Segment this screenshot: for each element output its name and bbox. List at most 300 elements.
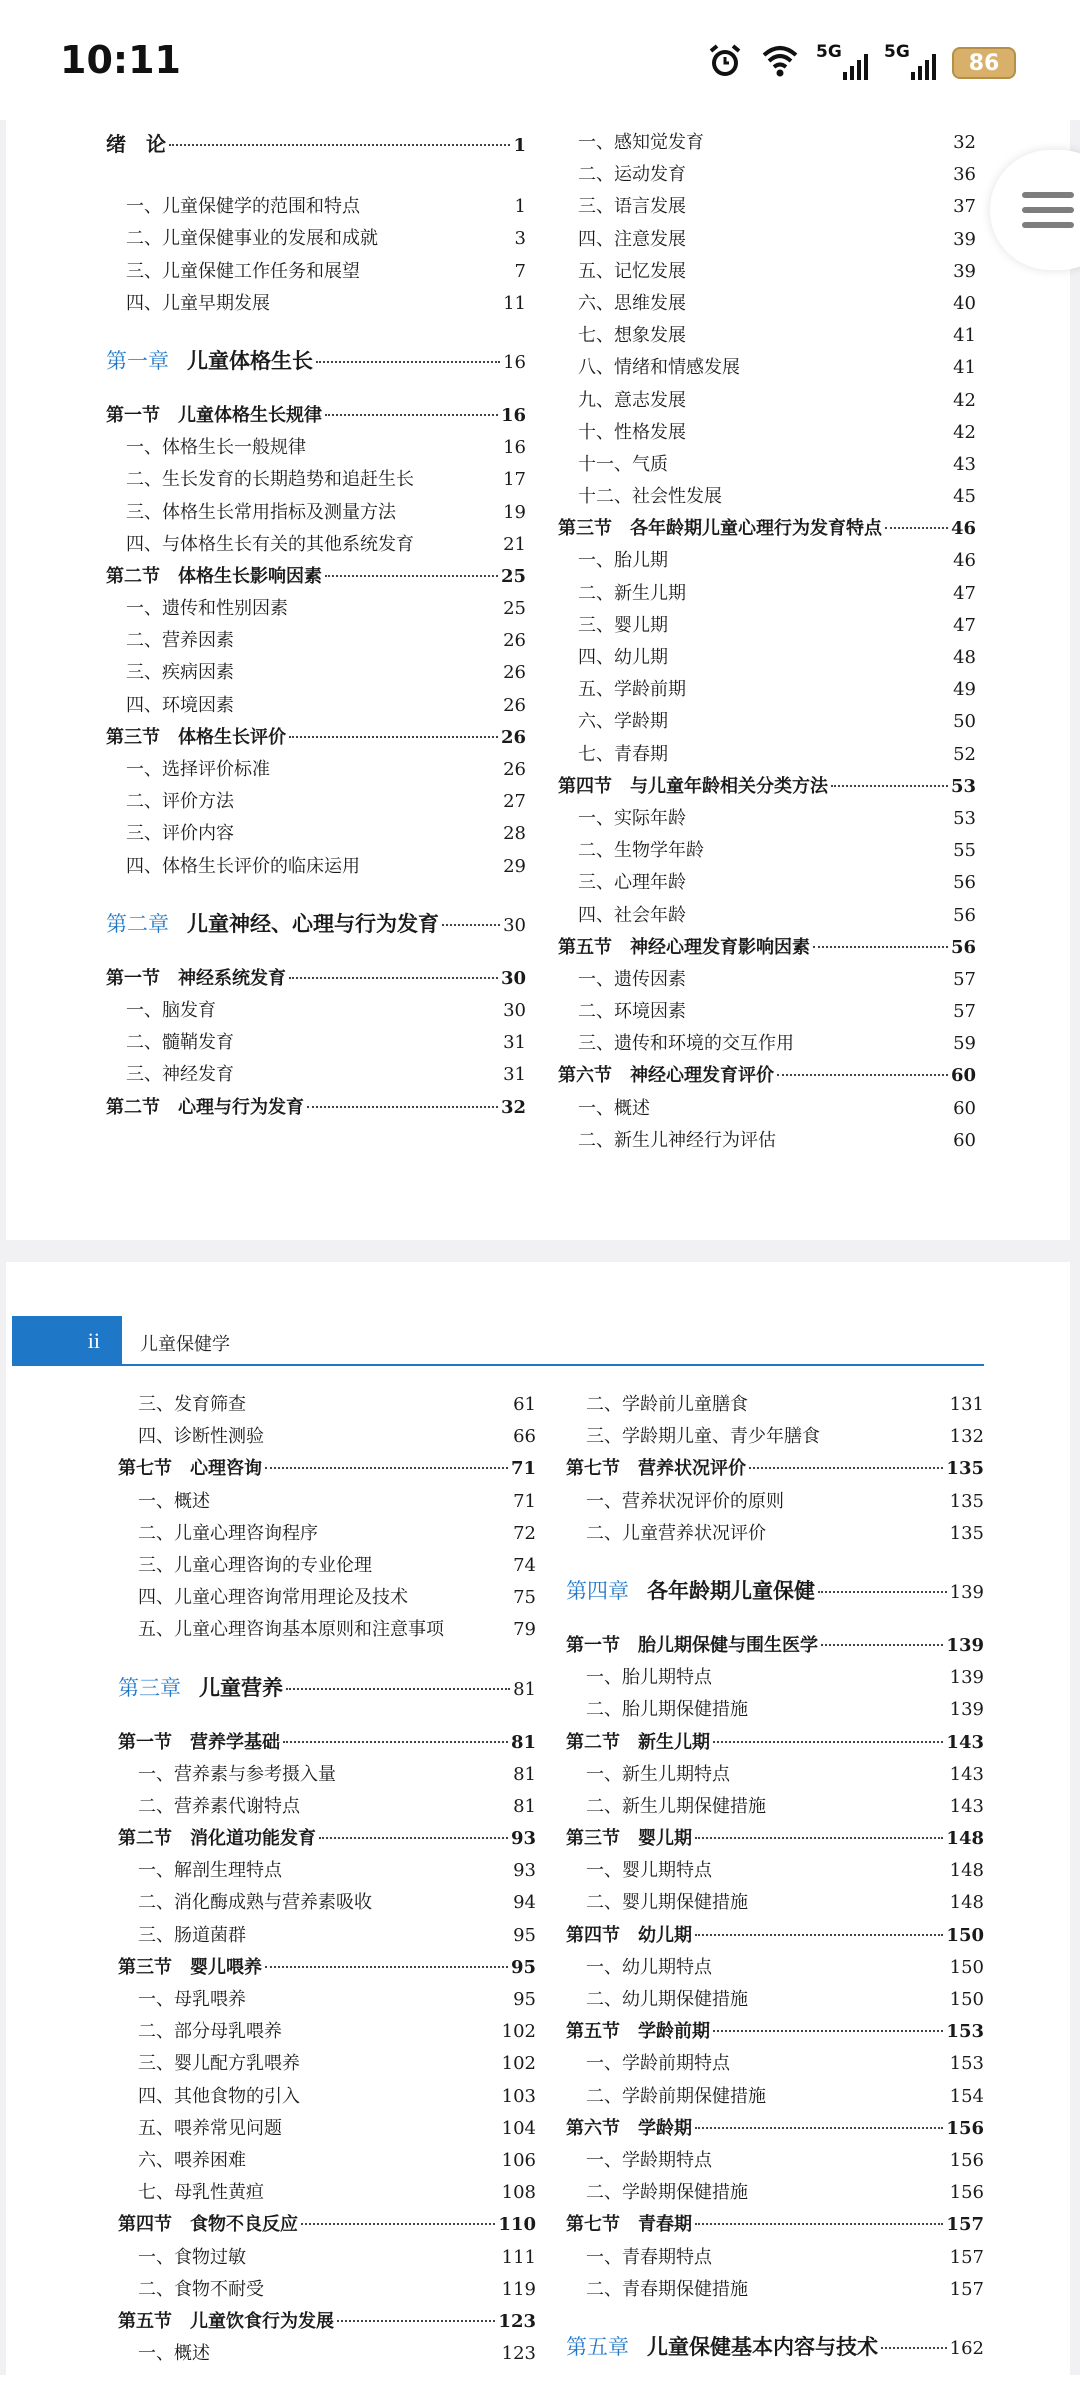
toc-entry bbox=[566, 2275, 984, 2307]
entry-title: 二、儿童保健事业的发展和成就 bbox=[126, 228, 378, 250]
status-time: 10:11 bbox=[60, 38, 181, 82]
entry-title: 十、性格发展 bbox=[578, 421, 686, 443]
toc-entry bbox=[118, 2275, 536, 2307]
entry-page-number: 45 bbox=[953, 486, 976, 508]
entry-title: 一、学龄期特点 bbox=[586, 2149, 712, 2171]
entry-page-number: 30 bbox=[500, 967, 526, 989]
entry-title: 一、营养状况评价的原则 bbox=[586, 1490, 784, 1512]
toc-entry bbox=[566, 2049, 984, 2081]
entry-title: 二、新生儿神经行为评估 bbox=[578, 1129, 776, 1151]
toc-entry bbox=[566, 1663, 984, 1695]
toc-entry bbox=[118, 1792, 536, 1824]
entry-page-number: 52 bbox=[953, 743, 976, 765]
toc-entry bbox=[566, 1695, 984, 1727]
entry-page-number: 111 bbox=[501, 2246, 536, 2268]
entry-title: 各年龄期儿童保健 bbox=[647, 1577, 815, 1603]
entry-page-number: 31 bbox=[503, 1032, 526, 1054]
toc-entry bbox=[558, 386, 976, 418]
entry-title: 一、食物过敏 bbox=[138, 2246, 246, 2268]
toc-entry bbox=[118, 1888, 536, 1920]
entry-title: 一、营养素与参考摄入量 bbox=[138, 1763, 336, 1785]
toc-page-2-right-column bbox=[566, 1390, 984, 2387]
toc-entry bbox=[118, 2339, 536, 2371]
entry-page-number: 139 bbox=[949, 1699, 984, 1721]
entry-title: 四、与体格生长有关的其他系统发育 bbox=[126, 533, 414, 555]
entry-page-number: 42 bbox=[953, 421, 976, 443]
toc-entry bbox=[106, 1028, 526, 1060]
toc-entry bbox=[106, 530, 526, 562]
entry-title: 二、生物学年龄 bbox=[578, 840, 704, 862]
entry-title: 第一节 胎儿期保健与围生医学 bbox=[566, 1634, 818, 1656]
entry-page-number: 1 bbox=[514, 196, 526, 218]
entry-page-number: 17 bbox=[503, 469, 526, 491]
entry-title: 六、喂养困难 bbox=[138, 2149, 246, 2171]
toc-entry bbox=[118, 2114, 536, 2146]
entry-title: 三、语言发展 bbox=[578, 196, 686, 218]
toc-section bbox=[118, 1454, 536, 1486]
entry-title: 第二节 新生儿期 bbox=[566, 1731, 710, 1753]
toc-entry bbox=[566, 1856, 984, 1888]
entry-title: 一、选择评价标准 bbox=[126, 759, 270, 780]
toc-section bbox=[566, 1921, 984, 1953]
toc-entry bbox=[118, 1760, 536, 1792]
entry-title: 七、想象发展 bbox=[578, 325, 686, 347]
toc-entry bbox=[118, 1422, 536, 1454]
entry-page-number: 135 bbox=[949, 1522, 984, 1544]
entry-title: 二、生长发育的长期趋势和追赶生长 bbox=[126, 469, 414, 491]
entry-title: 七、青春期 bbox=[578, 743, 668, 765]
entry-title: 二、婴儿期保健措施 bbox=[586, 1892, 748, 1914]
toc-entry bbox=[106, 498, 526, 530]
toc-section bbox=[106, 723, 526, 755]
dot-leader bbox=[265, 1966, 508, 1968]
toc-entry bbox=[558, 740, 976, 772]
entry-title: 二、评价方法 bbox=[126, 791, 234, 813]
entry-title: 第五节 学龄前期 bbox=[566, 2021, 710, 2043]
entry-title: 第三节 各年龄期儿童心理行为发育特点 bbox=[558, 518, 882, 540]
dot-leader bbox=[265, 1467, 508, 1469]
entry-title: 一、青春期特点 bbox=[586, 2246, 712, 2268]
entry-page-number: 39 bbox=[953, 228, 976, 250]
toc-entry bbox=[106, 996, 526, 1028]
entry-title: 第七节 营养状况评价 bbox=[566, 1458, 746, 1480]
entry-page-number: 153 bbox=[949, 2053, 984, 2075]
toc-entry bbox=[118, 2243, 536, 2275]
battery-indicator: 86 bbox=[952, 47, 1016, 79]
entry-page-number: 25 bbox=[500, 565, 526, 587]
toc-entry bbox=[558, 289, 976, 321]
toc-entry bbox=[558, 321, 976, 353]
signal-icon-2 bbox=[884, 42, 936, 80]
entry-title: 七、母乳性黄疸 bbox=[138, 2182, 264, 2204]
toc-entry bbox=[558, 707, 976, 739]
dot-leader bbox=[885, 527, 948, 529]
book-title: 儿童保健学 bbox=[140, 1334, 230, 1355]
dot-leader bbox=[695, 1837, 943, 1839]
toc-entry bbox=[566, 1519, 984, 1551]
entry-title: 一、体格生长一般规律 bbox=[126, 437, 306, 459]
entry-page-number: 60 bbox=[950, 1065, 976, 1087]
toc-entry bbox=[558, 546, 976, 578]
entry-title: 二、儿童心理咨询程序 bbox=[138, 1522, 318, 1544]
entry-title: 第四节 与儿童年龄相关分类方法 bbox=[558, 775, 828, 797]
entry-page-number: 74 bbox=[513, 1554, 536, 1576]
entry-title: 一、概述 bbox=[138, 1490, 210, 1512]
dot-leader bbox=[821, 1644, 943, 1646]
entry-page-number: 94 bbox=[513, 1892, 536, 1914]
entry-page-number: 148 bbox=[949, 1860, 984, 1882]
dot-leader bbox=[325, 414, 498, 416]
toc-entry bbox=[566, 2082, 984, 2114]
toc-entry bbox=[106, 852, 526, 884]
toc-page-1-left-column bbox=[106, 128, 526, 1125]
toc-section bbox=[118, 2210, 536, 2242]
entry-page-number: 81 bbox=[513, 1763, 536, 1785]
toc-section bbox=[566, 1631, 984, 1663]
menu-icon bbox=[1022, 192, 1074, 228]
toc-entry bbox=[118, 1551, 536, 1583]
dot-leader bbox=[881, 2347, 947, 2349]
entry-page-number: 56 bbox=[950, 936, 976, 958]
toc-entry bbox=[106, 289, 526, 321]
entry-page-number: 53 bbox=[950, 775, 976, 797]
entry-title: 第一节 儿童体格生长规律 bbox=[106, 404, 322, 426]
entry-title: 儿童营养 bbox=[199, 1674, 283, 1700]
entry-title: 五、学龄前期 bbox=[578, 679, 686, 701]
entry-page-number: 49 bbox=[953, 679, 976, 701]
toc-page-2 bbox=[6, 1262, 1070, 2375]
entry-title: 一、解剖生理特点 bbox=[138, 1860, 282, 1882]
chapter-number: 第二章 bbox=[106, 911, 169, 936]
entry-page-number: 31 bbox=[503, 1064, 526, 1086]
entry-page-number: 25 bbox=[503, 598, 526, 620]
entry-title: 第二节 心理与行为发育 bbox=[106, 1096, 304, 1118]
entry-page-number: 157 bbox=[946, 2214, 984, 2236]
toc-page-2-left-column bbox=[118, 1390, 536, 2371]
entry-title: 第六节 神经心理发育评价 bbox=[558, 1065, 774, 1087]
toc-entry bbox=[558, 225, 976, 257]
toc-section bbox=[118, 1728, 536, 1760]
entry-page-number: 60 bbox=[953, 1097, 976, 1119]
toc-entry bbox=[558, 836, 976, 868]
dot-leader bbox=[337, 2320, 495, 2322]
entry-page-number: 36 bbox=[953, 164, 976, 186]
toc-entry bbox=[558, 257, 976, 289]
wifi-icon bbox=[760, 43, 800, 83]
entry-title: 三、儿童心理咨询的专业伦理 bbox=[138, 1554, 372, 1576]
chapter-number: 第四章 bbox=[566, 1578, 629, 1603]
toc-entry bbox=[558, 611, 976, 643]
dot-leader bbox=[695, 1934, 943, 1936]
entry-title: 一、幼儿期特点 bbox=[586, 1956, 712, 1978]
toc-entry bbox=[558, 643, 976, 675]
toc-entry bbox=[558, 353, 976, 385]
dot-leader bbox=[307, 1106, 498, 1108]
entry-page-number: 21 bbox=[503, 533, 526, 555]
dot-leader bbox=[325, 575, 498, 577]
dot-leader bbox=[442, 924, 500, 926]
signal-2-label: 5G bbox=[884, 42, 910, 62]
toc-chapter bbox=[118, 1672, 536, 1704]
toc-entry bbox=[118, 1390, 536, 1422]
entry-page-number: 26 bbox=[503, 662, 526, 684]
entry-title: 二、学龄期保健措施 bbox=[586, 2182, 748, 2204]
entry-page-number: 157 bbox=[949, 2246, 984, 2268]
entry-title: 三、疾病因素 bbox=[126, 662, 234, 684]
dot-leader bbox=[319, 1837, 508, 1839]
entry-title: 第四节 食物不良反应 bbox=[118, 2214, 298, 2236]
dot-leader bbox=[289, 736, 498, 738]
entry-title: 五、儿童心理咨询基本原则和注意事项 bbox=[138, 1619, 444, 1641]
entry-page-number: 66 bbox=[513, 1426, 536, 1448]
toc-entry bbox=[106, 594, 526, 626]
dot-leader bbox=[713, 1741, 943, 1743]
entry-page-number: 72 bbox=[513, 1522, 536, 1544]
entry-title: 一、儿童保健学的范围和特点 bbox=[126, 196, 360, 218]
toc-section bbox=[566, 2017, 984, 2049]
entry-title: 二、消化酶成熟与营养素吸收 bbox=[138, 1892, 372, 1914]
toc-chapter bbox=[566, 2331, 984, 2363]
entry-title: 第三节 婴儿喂养 bbox=[118, 1956, 262, 1978]
entry-title: 五、喂养常见问题 bbox=[138, 2117, 282, 2139]
entry-title: 二、部分母乳喂养 bbox=[138, 2021, 282, 2043]
entry-page-number: 55 bbox=[953, 840, 976, 862]
entry-page-number: 37 bbox=[953, 196, 976, 218]
entry-title: 四、注意发展 bbox=[578, 228, 686, 250]
entry-title: 第一节 神经系统发育 bbox=[106, 967, 286, 989]
entry-title: 六、学龄期 bbox=[578, 711, 668, 733]
entry-page-number: 26 bbox=[503, 759, 526, 780]
toc-entry bbox=[106, 465, 526, 497]
entry-page-number: 81 bbox=[513, 1795, 536, 1817]
entry-page-number: 71 bbox=[513, 1490, 536, 1512]
toc-entry bbox=[118, 1487, 536, 1519]
toc-entry bbox=[106, 1060, 526, 1092]
entry-title: 五、记忆发展 bbox=[578, 260, 686, 282]
entry-title: 九、意志发展 bbox=[578, 389, 686, 411]
toc-entry bbox=[118, 2082, 536, 2114]
toc-entry bbox=[558, 1029, 976, 1061]
toc-entry bbox=[558, 1094, 976, 1126]
entry-title: 第四节 幼儿期 bbox=[566, 1924, 692, 1946]
entry-page-number: 16 bbox=[500, 404, 526, 426]
entry-title: 四、诊断性测验 bbox=[138, 1426, 264, 1448]
entry-title: 四、儿童心理咨询常用理论及技术 bbox=[138, 1587, 408, 1609]
entry-page-number: 46 bbox=[953, 550, 976, 572]
entry-title: 二、青春期保健措施 bbox=[586, 2278, 748, 2300]
entry-title: 绪 论 bbox=[106, 132, 166, 156]
entry-title: 三、神经发育 bbox=[126, 1064, 234, 1086]
toc-entry bbox=[118, 1921, 536, 1953]
entry-page-number: 102 bbox=[501, 2021, 536, 2043]
page-gap bbox=[0, 1240, 1080, 1262]
toc-entry bbox=[566, 1888, 984, 1920]
toc-entry bbox=[106, 787, 526, 819]
entry-page-number: 81 bbox=[510, 1731, 536, 1753]
entry-title: 一、学龄前期特点 bbox=[586, 2053, 730, 2075]
entry-page-number: 143 bbox=[946, 1731, 984, 1753]
toc-section bbox=[118, 1824, 536, 1856]
entry-title: 一、胎儿期 bbox=[578, 550, 668, 572]
entry-page-number: 29 bbox=[503, 855, 526, 877]
entry-title: 三、儿童保健工作任务和展望 bbox=[126, 260, 360, 282]
entry-title: 二、新生儿期 bbox=[578, 582, 686, 604]
entry-page-number: 119 bbox=[501, 2278, 536, 2300]
entry-page-number: 157 bbox=[949, 2278, 984, 2300]
toc-entry bbox=[118, 1856, 536, 1888]
entry-title: 四、社会年龄 bbox=[578, 904, 686, 926]
entry-title: 二、学龄前期保健措施 bbox=[586, 2085, 766, 2107]
entry-page-number: 156 bbox=[949, 2182, 984, 2204]
entry-page-number: 3 bbox=[514, 228, 526, 250]
entry-page-number: 57 bbox=[953, 968, 976, 990]
toc-entry bbox=[558, 418, 976, 450]
entry-page-number: 19 bbox=[503, 501, 526, 523]
dot-leader bbox=[749, 1467, 943, 1469]
dot-leader bbox=[695, 2223, 943, 2225]
entry-page-number: 59 bbox=[953, 1033, 976, 1055]
entry-title: 第六节 学龄期 bbox=[566, 2117, 692, 2139]
toc-entry bbox=[118, 1583, 536, 1615]
toc-entry bbox=[118, 2146, 536, 2178]
toc-entry bbox=[558, 192, 976, 224]
toc-entry bbox=[558, 482, 976, 514]
toc-entry bbox=[566, 1390, 984, 1422]
toc-section bbox=[106, 1093, 526, 1125]
entry-page-number: 32 bbox=[953, 132, 976, 153]
entry-title: 第二节 体格生长影响因素 bbox=[106, 565, 322, 587]
entry-title: 一、母乳喂养 bbox=[138, 1989, 246, 2010]
entry-page-number: 79 bbox=[513, 1619, 536, 1641]
toc-section bbox=[118, 1953, 536, 1985]
toc-entry bbox=[106, 433, 526, 465]
entry-page-number: 47 bbox=[953, 614, 976, 636]
entry-page-number: 153 bbox=[946, 2021, 984, 2043]
chapter-number: 第五章 bbox=[566, 2334, 629, 2359]
signal-1-label: 5G bbox=[816, 42, 842, 62]
entry-page-number: 61 bbox=[513, 1394, 536, 1415]
entry-title: 四、其他食物的引入 bbox=[138, 2085, 300, 2107]
entry-page-number: 104 bbox=[501, 2117, 536, 2139]
entry-title: 三、体格生长常用指标及测量方法 bbox=[126, 501, 396, 523]
toc-page-1 bbox=[6, 118, 1070, 1240]
toc-entry bbox=[106, 691, 526, 723]
entry-page-number: 150 bbox=[949, 1989, 984, 2010]
status-bar bbox=[0, 0, 1080, 120]
toc-entry bbox=[566, 1487, 984, 1519]
toc-entry bbox=[566, 2146, 984, 2178]
toc-entry bbox=[118, 2017, 536, 2049]
toc-entry bbox=[106, 224, 526, 256]
entry-page-number: 32 bbox=[500, 1096, 526, 1118]
toc-entry bbox=[118, 2178, 536, 2210]
entry-title: 一、遗传因素 bbox=[578, 968, 686, 990]
entry-title: 儿童神经、心理与行为发育 bbox=[187, 910, 439, 936]
toc-section bbox=[558, 1061, 976, 1093]
dot-leader bbox=[777, 1074, 948, 1076]
toc-chapter bbox=[106, 345, 526, 377]
entry-page-number: 60 bbox=[953, 1129, 976, 1151]
toc-entry bbox=[558, 804, 976, 836]
entry-title: 二、新生儿期保健措施 bbox=[586, 1795, 766, 1817]
entry-title: 十二、社会性发展 bbox=[578, 486, 722, 508]
entry-title: 第七节 心理咨询 bbox=[118, 1458, 262, 1480]
entry-title: 一、实际年龄 bbox=[578, 807, 686, 829]
entry-page-number: 132 bbox=[949, 1426, 984, 1448]
entry-page-number: 135 bbox=[949, 1490, 984, 1512]
entry-title: 六、思维发展 bbox=[578, 292, 686, 314]
entry-page-number: 1 bbox=[513, 135, 526, 156]
toc-section bbox=[566, 1728, 984, 1760]
entry-page-number: 103 bbox=[501, 2085, 536, 2107]
entry-page-number: 75 bbox=[513, 1587, 536, 1609]
toc-section bbox=[118, 2307, 536, 2339]
toc-section bbox=[106, 401, 526, 433]
toc-entry bbox=[558, 675, 976, 707]
toc-entry bbox=[106, 658, 526, 690]
toc-entry bbox=[106, 819, 526, 851]
entry-page-number: 162 bbox=[949, 2337, 984, 2359]
entry-page-number: 7 bbox=[514, 260, 526, 282]
toc-page-1-right-column bbox=[558, 128, 976, 1158]
entry-page-number: 41 bbox=[953, 357, 976, 379]
entry-title: 一、新生儿期特点 bbox=[586, 1763, 730, 1785]
dot-leader bbox=[316, 361, 500, 363]
dot-leader bbox=[289, 977, 498, 979]
entry-title: 一、脑发育 bbox=[126, 999, 216, 1021]
chapter-number: 第一章 bbox=[106, 348, 169, 373]
toc-entry bbox=[118, 1615, 536, 1647]
page-number-tab: ii bbox=[12, 1316, 122, 1366]
entry-page-number: 40 bbox=[953, 292, 976, 314]
entry-page-number: 46 bbox=[950, 518, 976, 540]
entry-title: 二、运动发育 bbox=[578, 164, 686, 186]
entry-title: 一、感知觉发育 bbox=[578, 132, 704, 153]
entry-title: 第三节 体格生长评价 bbox=[106, 726, 286, 748]
entry-page-number: 28 bbox=[503, 823, 526, 845]
entry-title: 三、评价内容 bbox=[126, 823, 234, 845]
toc-entry bbox=[558, 1126, 976, 1158]
entry-page-number: 123 bbox=[501, 2343, 536, 2365]
entry-page-number: 154 bbox=[949, 2085, 984, 2107]
entry-page-number: 156 bbox=[949, 2149, 984, 2171]
toc-entry bbox=[558, 997, 976, 1029]
entry-title: 儿童体格生长 bbox=[187, 347, 313, 373]
entry-page-number: 56 bbox=[953, 872, 976, 894]
toc-section bbox=[558, 514, 976, 546]
dot-leader bbox=[169, 144, 510, 146]
entry-title: 二、营养因素 bbox=[126, 630, 234, 652]
entry-title: 四、儿童早期发展 bbox=[126, 292, 270, 314]
entry-title: 八、情绪和情感发展 bbox=[578, 357, 740, 379]
entry-title: 四、幼儿期 bbox=[578, 647, 668, 668]
entry-page-number: 139 bbox=[949, 1581, 984, 1603]
toc-entry bbox=[106, 755, 526, 787]
dot-leader bbox=[818, 1591, 947, 1593]
entry-page-number: 93 bbox=[513, 1860, 536, 1882]
entry-page-number: 43 bbox=[953, 453, 976, 475]
toc-entry bbox=[558, 965, 976, 997]
entry-page-number: 81 bbox=[513, 1678, 536, 1700]
entry-page-number: 47 bbox=[953, 582, 976, 604]
entry-title: 第一节 营养学基础 bbox=[118, 1731, 280, 1753]
entry-title: 第五节 儿童饮食行为发展 bbox=[118, 2310, 334, 2332]
entry-title: 一、婴儿期特点 bbox=[586, 1860, 712, 1882]
entry-page-number: 143 bbox=[949, 1763, 984, 1785]
entry-title: 一、概述 bbox=[138, 2343, 210, 2365]
entry-page-number: 139 bbox=[946, 1634, 984, 1656]
entry-page-number: 108 bbox=[501, 2182, 536, 2204]
